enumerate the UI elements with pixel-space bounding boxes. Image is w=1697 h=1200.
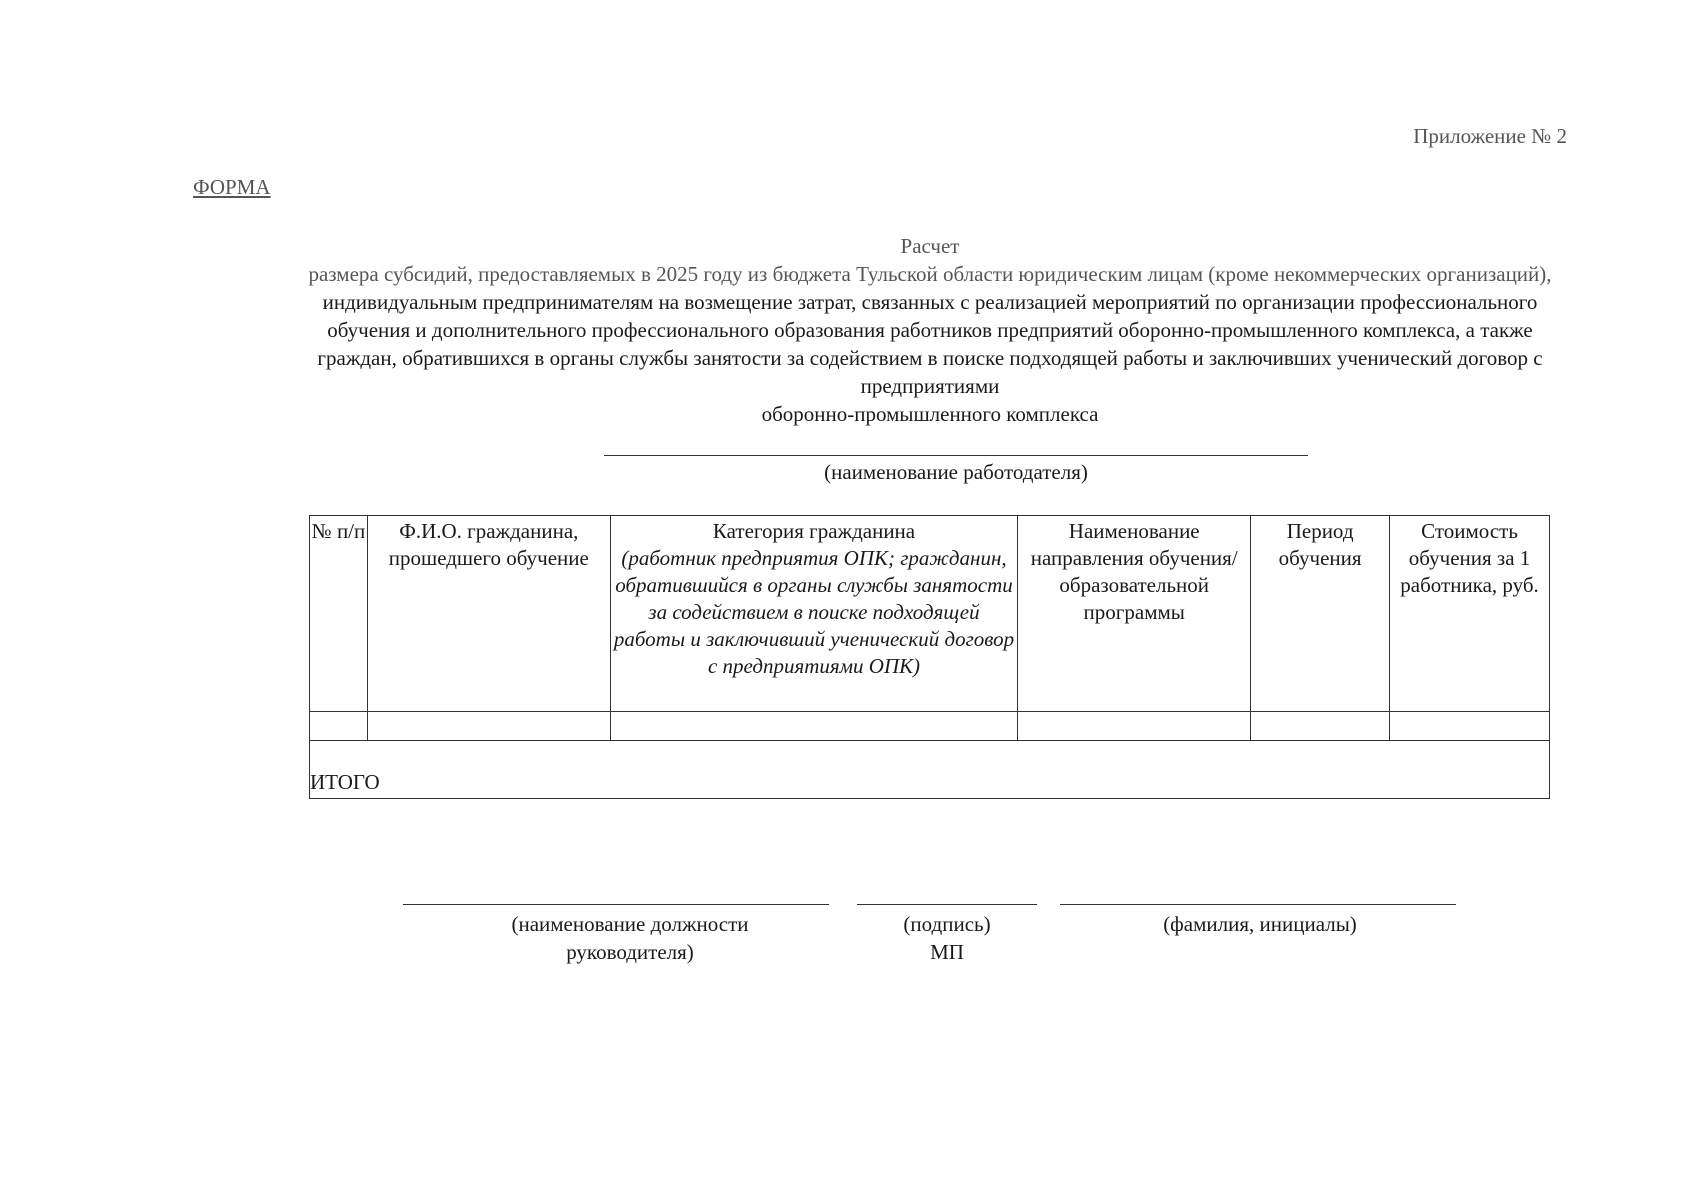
title-line: оборонно-промышленного комплекса [761, 402, 1099, 426]
position-caption-line: руководителя) [566, 940, 694, 964]
table-row [310, 712, 1550, 741]
table-cell[interactable] [367, 712, 610, 741]
seal-label: МП [930, 940, 964, 964]
calculation-table [309, 515, 1550, 799]
appendix-number: Приложение № 2 [1413, 124, 1567, 148]
form-label: ФОРМА [193, 175, 271, 199]
signature-caption-text: (подпись) [903, 912, 991, 936]
header-training-period: Период обучения [1251, 516, 1390, 712]
total-label: ИТОГО [310, 741, 1550, 799]
name-blank-line [1060, 904, 1456, 905]
employer-blank-line [604, 455, 1308, 456]
header-category-title: Категория гражданина [712, 519, 916, 543]
table-cell[interactable] [1390, 712, 1550, 741]
table-cell[interactable] [310, 712, 368, 741]
header-training-direction: Наименование направления обучения/ образовательной программы [1018, 516, 1251, 712]
title-line: обучения и дополнительного профессионального образования работников предприятий оборонно-промышленного комплекса, а также [327, 318, 1533, 342]
name-caption: (фамилия, инициалы) [1163, 912, 1357, 936]
total-row [310, 741, 1550, 799]
title-heading: Расчет [900, 234, 960, 258]
signature-caption [857, 910, 1037, 966]
table-cell[interactable] [1251, 712, 1390, 741]
table-header-row [310, 516, 1550, 712]
employer-caption: (наименование работодателя) [824, 460, 1088, 484]
signature-blank-line [857, 904, 1037, 905]
header-category-note: (работник предприятия ОПК; гражданин, обратившийся в органы службы занятости за содействием в поиске подходящей работы и заключивший ученический договор с предприятиями ОПК) [613, 546, 1015, 678]
header-number: № п/п [310, 516, 368, 712]
position-caption [480, 910, 780, 966]
table-cell[interactable] [610, 712, 1018, 741]
header-category [610, 516, 1018, 712]
document-title [200, 232, 1660, 428]
table-cell[interactable] [1018, 712, 1251, 741]
title-line: размера субсидий, предоставляемых в 2025 году из бюджета Тульской области юридическим лицам (кроме некоммерческих организаций), [308, 262, 1552, 286]
title-line: предприятиями [860, 374, 1000, 398]
header-citizen-name: Ф.И.О. гражданина, прошедшего обучение [367, 516, 610, 712]
title-line: граждан, обратившихся в органы службы занятости за содействием в поиске подходящей работы и заключивших ученический договор с [317, 346, 1543, 370]
position-blank-line [403, 904, 829, 905]
title-line: индивидуальным предпринимателям на возмещение затрат, связанных с реализацией мероприятий по организации профессионального [322, 290, 1538, 314]
header-training-cost: Стоимость обучения за 1 работника, руб. [1390, 516, 1550, 712]
position-caption-line: (наименование должности [511, 912, 749, 936]
